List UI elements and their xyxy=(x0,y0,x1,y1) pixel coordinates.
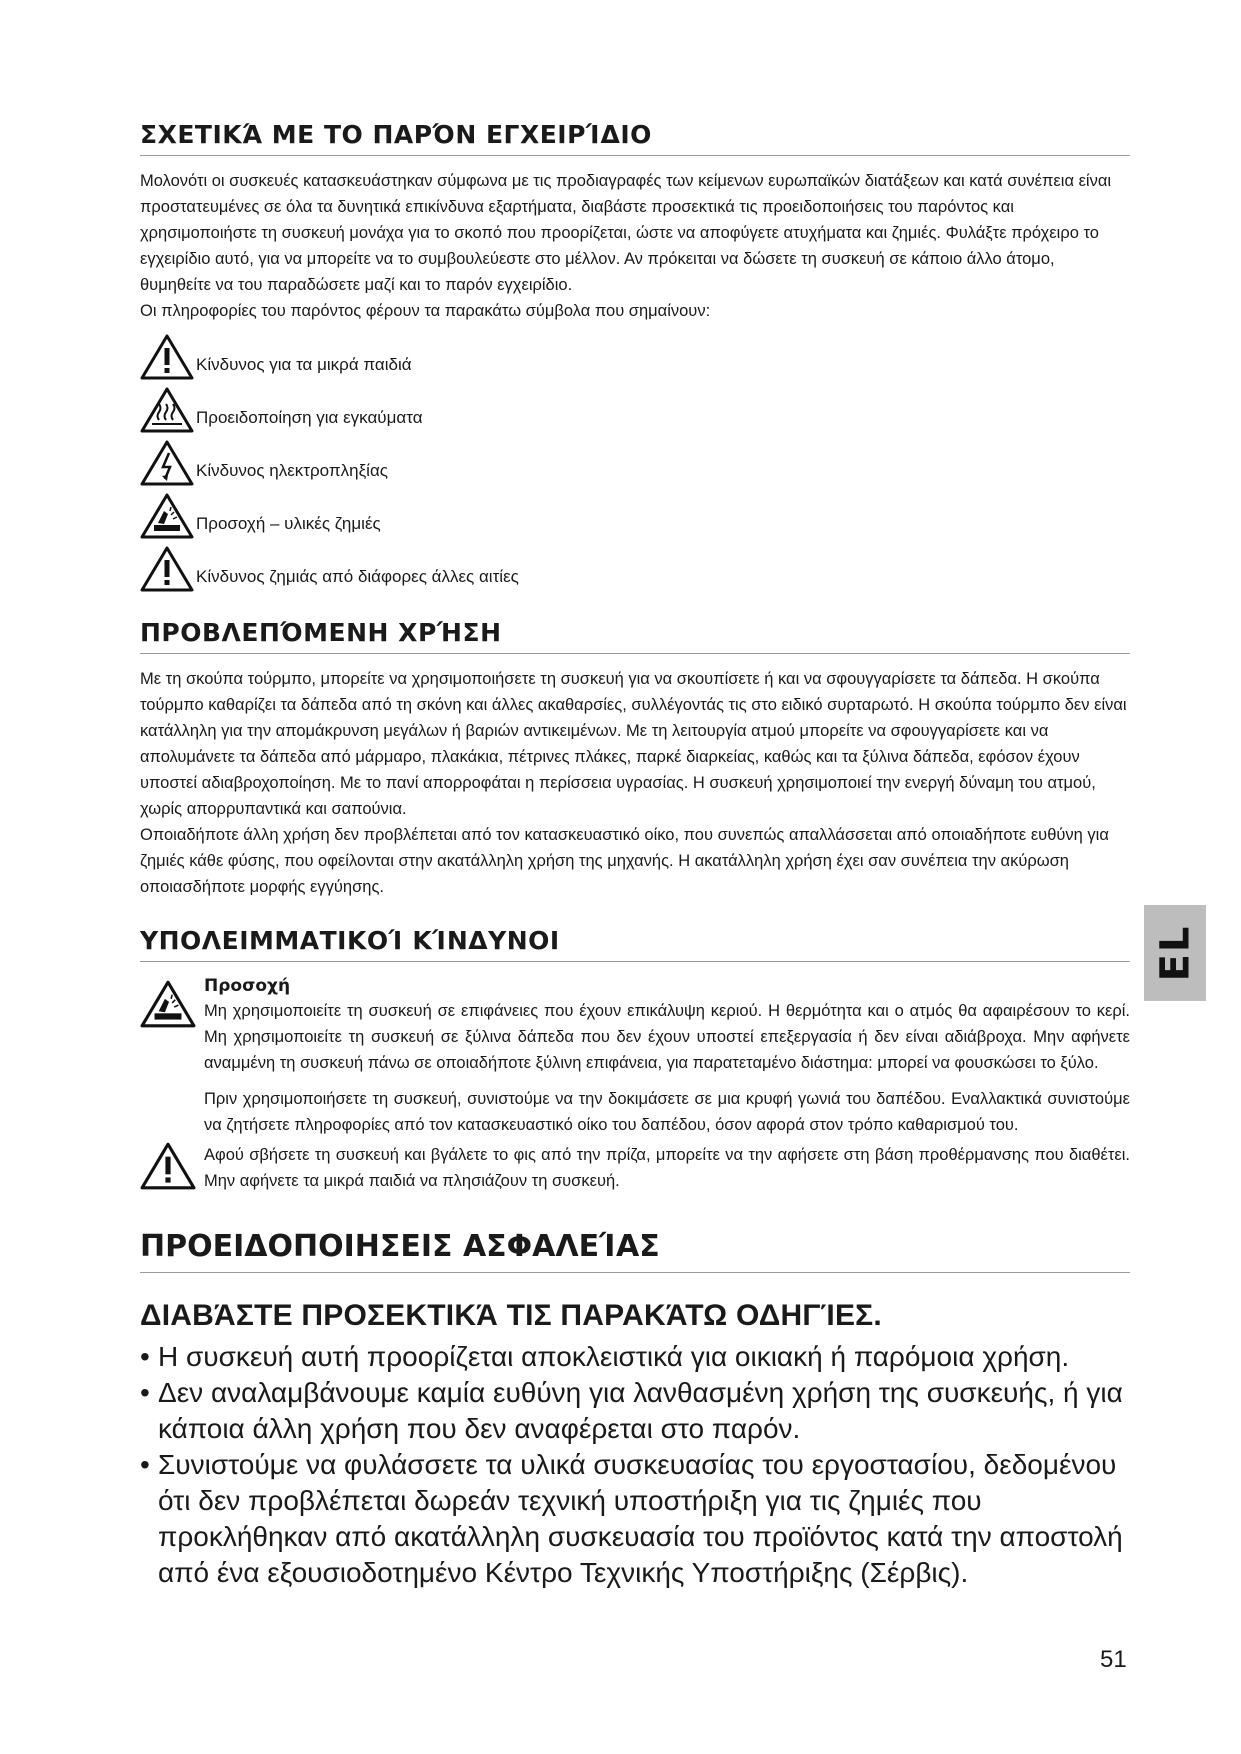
symbol-label: Κίνδυνος ηλεκτροπληξίας xyxy=(196,461,388,480)
intended-use-liability-paragraph: Οποιαδήποτε άλλη χρήση δεν προβλέπεται από τον κατασκευαστικό οίκο, που συνεπώς απαλλάσσεται από οποιαδήποτε ευθύνη για ζημιές κάθε φύσης, που οφείλονται στην ακατάλληλη χρήση της μηχανής. Η ακατάλληλη χρήση έχει σαν συνέπεια την ακύρωση οποιασδήποτε μορφής εγγύησης. xyxy=(140,826,1109,896)
language-tab-label: EL xyxy=(1152,924,1198,982)
material-damage-icon xyxy=(140,980,196,1028)
warning-paragraph: Αφού σβήσετε τη συσκευή και βγάλετε το φις από την πρίζα, μπορείτε να την αφήσετε στη βάση προθέρμανσης που διαθέτει. Μην αφήνετε τα μικρά παιδιά να πλησιάζουν τη συσκευή. xyxy=(204,1146,1130,1190)
symbol-row xyxy=(140,434,1130,486)
symbol-row xyxy=(140,381,1130,433)
symbols-intro: Οι πληροφορίες του παρόντος φέρουν τα παρακάτω σύμβολα που σημαίνουν: xyxy=(140,302,711,320)
caution-test-paragraph: Πριν χρησιμοποιήσετε τη συσκευή, συνιστούμε να την δοκιμάσετε σε μια κρυφή γωνιά του δαπέδου. Εναλλακτικά συνιστούμε να ζητήσετε πληροφορίες από τον κατασκευαστικό οίκο του δαπέδου, όσον αφορά στον τρόπο καθαρισμού του. xyxy=(204,1090,1130,1134)
page-content xyxy=(140,120,1130,1591)
list-item xyxy=(140,1375,1130,1447)
symbol-label: Προσοχή – υλικές ζημιές xyxy=(196,514,381,533)
warning-block xyxy=(140,1142,1130,1195)
hot-surface-icon xyxy=(140,387,194,433)
symbol-label: Κίνδυνος για τα μικρά παιδιά xyxy=(196,355,412,374)
symbol-label: Κίνδυνος ζημιάς από διάφορες άλλες αιτίες xyxy=(196,567,519,586)
bullet-text: Συνιστούμε να φυλάσσετε τα υλικά συσκευασίας του εργοστασίου, δεδομένου ότι δεν προβλέπεται δωρεάν τεχνική υποστήριξη για τις ζημιές που προκλήθηκαν από ακατάλληλη συσκευασία του προϊόντος κατά την αποστολή από ένα εξουσιοδοτημένο Κέντρο Τεχνικής Υποστήριξης (Σέρβις). xyxy=(158,1449,1123,1588)
section-title-about-manual: ΣΧΕΤΙΚΆ ΜΕ ΤΟ ΠΑΡΌΝ ΕΓΧΕΙΡΊΔΙΟ xyxy=(140,120,1130,156)
symbol-row xyxy=(140,487,1130,539)
list-item xyxy=(140,1447,1130,1591)
bullet-text: Η συσκευή αυτή προορίζεται αποκλειστικά για οικιακή ή παρόμοια χρήση. xyxy=(158,1341,1070,1372)
symbol-row xyxy=(140,540,1130,592)
bullet-mark: • xyxy=(140,1377,150,1408)
bullet-text: Δεν αναλαμβάνουμε καμία ευθύνη για λανθασμένη χρήση της συσκευής, ή για κάποια άλλη χρήση που δεν αναφέρεται στο παρόν. xyxy=(158,1377,1123,1444)
symbol-row xyxy=(140,328,1130,380)
warning-exclamation-icon xyxy=(140,334,194,380)
safety-bullet-list xyxy=(140,1339,1130,1591)
section-title-residual-risks: ΥΠΟΛΕΙΜΜΑΤΙΚΟΊ ΚΊΝΔΥΝΟΙ xyxy=(140,926,1130,962)
language-tab xyxy=(1144,905,1206,1001)
bullet-mark: • xyxy=(140,1449,150,1480)
page-number: 51 xyxy=(1100,1646,1127,1673)
caution-title: Προσοχή xyxy=(204,976,291,996)
list-item xyxy=(140,1339,1130,1375)
caution-paragraph: Μη χρησιμοποιείτε τη συσκευή σε επιφάνειες που έχουν επικάλυψη κεριού. Η θερμότητα και ο ατμός θα αφαιρέσουν το κερί. Μη χρησιμοποιείτε τη συσκευή σε ξύλινα δάπεδα που δεν έχουν υποστεί επεξεργασία ή δεν είναι αδιάβροχα. Μην αφήνετε αναμμένη τη συσκευή πάνω σε οποιαδήποτε ξύλινη επιφάνεια, για παρατεταμένο διάστημα: μπορεί να φουσκώσει το ξύλο. xyxy=(204,1002,1130,1072)
read-carefully-heading: ΔΙΑΒΆΣΤΕ ΠΡΟΣΕΚΤΙΚΆ ΤΙΣ ΠΑΡΑΚΆΤΩ ΟΔΗΓΊΕΣ. xyxy=(140,1299,882,1332)
electric-shock-icon xyxy=(140,440,194,486)
about-manual-paragraph: Μολονότι οι συσκευές κατασκευάστηκαν σύμφωνα με τις προδιαγραφές των κείμενων ευρωπαϊκών διατάξεων και κατά συνέπεια είναι προστατευμένες σε όλα τα δυνητικά επικίνδυνα εξαρτήματα, διαβάστε προσεκτικά τις προειδοποιήσεις του παρόντος και χρησιμοποιήστε τη συσκευή μονάχα για το σκοπό που προορίζεται, ώστε να αποφύγετε ατυχήματα και ζημιές. Φυλάξτε πρόχειρο το εγχειρίδιο αυτό, για να μπορείτε να το συμβουλεύεστε στο μέλλον. Αν πρόκειται να δώσετε τη συσκευή σε κάποιο άλλο άτομο, θυμηθείτε να του παραδώσετε μαζί και το παρόν εγχειρίδιο. xyxy=(140,172,1112,294)
intended-use-paragraph: Με τη σκούπα τούρμπο, μπορείτε να χρησιμοποιήσετε τη συσκευή για να σκουπίσετε ή και να σφουγγαρίσετε τα δάπεδα. Η σκούπα τούρμπο καθαρίζει τα δάπεδα από τη σκόνη και άλλες ακαθαρσίες, συλλέγοντάς τις στο ειδικό συρταρωτό. Η σκούπα τούρμπο δεν είναι κατάλληλη για την απομάκρυνση μεγάλων ή βαριών αντικειμένων. Με τη λειτουργία ατμού μπορείτε να σφουγγαρίσετε και να απολυμάνετε τα δάπεδα από μάρμαρο, πλακάκια, πέτρινες πλάκες, παρκέ διαρκείας, καθώς και τα ξύλινα δάπεδα, εφόσον έχουν υποστεί αδιαβροχοποίηση. Με το πανί απορροφάται η περίσσεια υγρασίας. Η συσκευή χρησιμοποιεί την ενεργή δύναμη του ατμού, χωρίς απορρυπαντικά και σαπούνια. xyxy=(140,670,1127,818)
warning-exclamation-icon xyxy=(140,1142,196,1190)
symbol-label: Προειδοποίηση για εγκαύματα xyxy=(196,408,423,427)
section-title-safety-warnings: ΠΡΟΕΙΔΟΠΟΙΗΣΕΙΣ ΑΣΦΑΛΕΊΑΣ xyxy=(140,1229,1130,1273)
material-damage-icon xyxy=(140,493,194,539)
section-title-intended-use: ΠΡΟΒΛΕΠΌΜΕΝΗ ΧΡΉΣΗ xyxy=(140,618,1130,654)
symbol-legend xyxy=(140,328,1130,592)
bullet-mark: • xyxy=(140,1341,150,1372)
warning-exclamation-icon xyxy=(140,546,194,592)
caution-block xyxy=(140,974,1130,1138)
